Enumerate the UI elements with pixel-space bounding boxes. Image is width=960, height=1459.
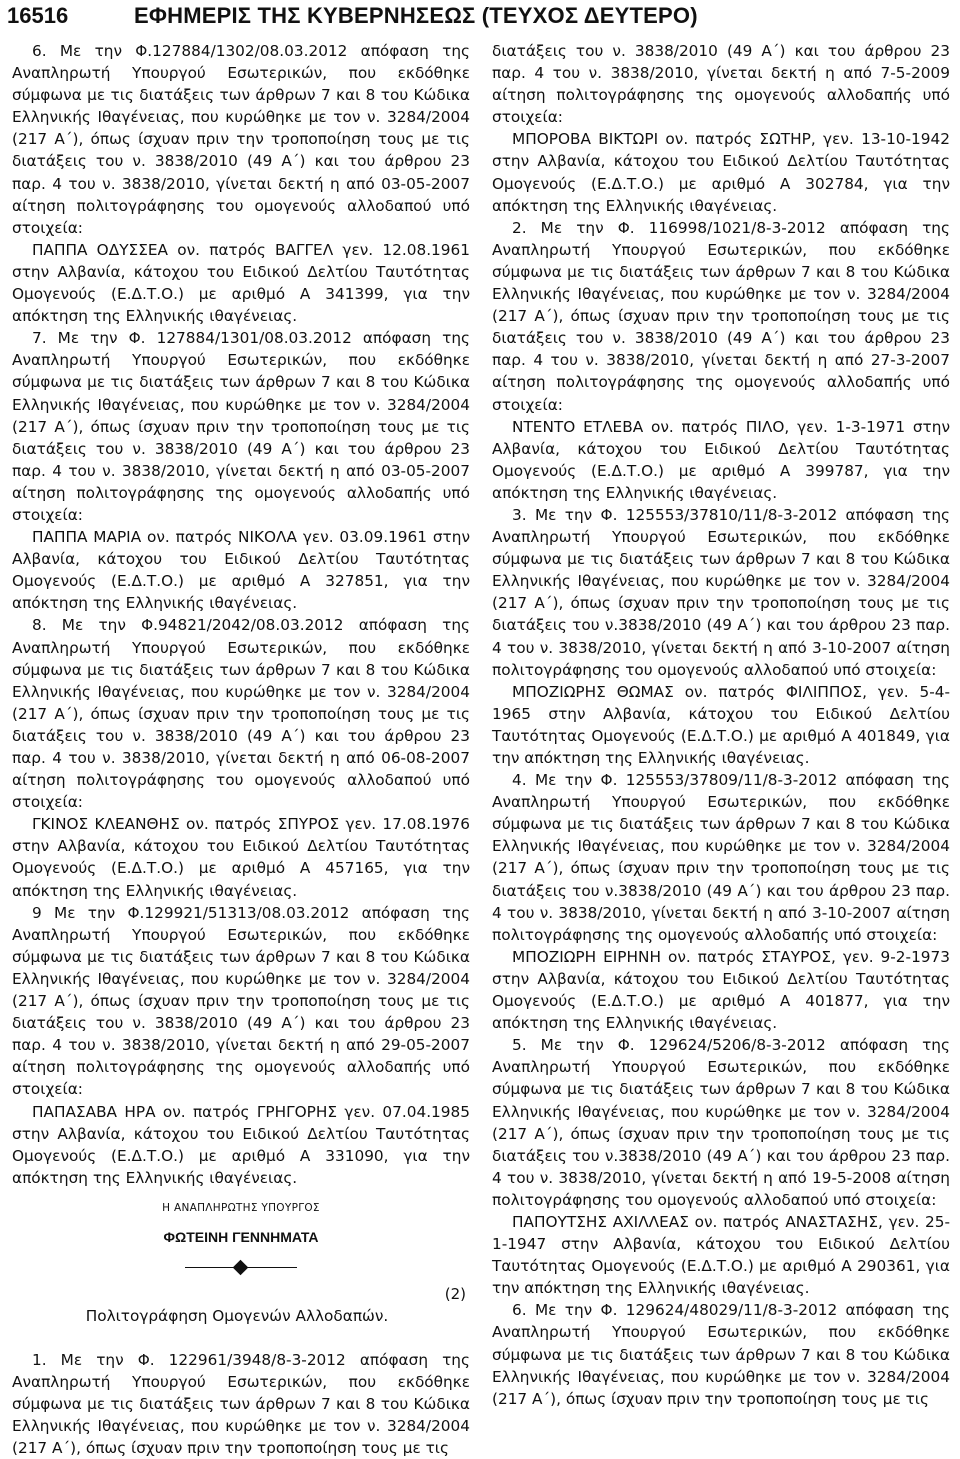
- person-entry: ΝΤΕΝΤΟ ΕΤΛΕΒΑ ον. πατρός ΠΙΛΟ, γεν. 1-3-1971 στην Αλβανία, κάτοχου του Ειδικού Δελτίου Ταυτότητας Ομογενούς (Ε.Δ.Τ.Ο.) με αριθμό Α 399787, για την απόκτηση της Ελληνικής ιθαγένειας.: [492, 417, 950, 502]
- decision-paragraph: 6. Με την Φ.127884/1302/08.03.2012 απόφαση της Αναπληρωτή Υπουργού Εσωτερικών, που εκδόθηκε σύμφωνα με τις διατάξεις των άρθρων 7 και 8 του Κώδικα Ελληνικής Ιθαγένειας, που κυρώθηκε με τον ν. 3284/2004 (217 Α΄), όπως ίσχυαν πριν την τροποποίηση τους με τις διατάξεις του ν. 3838/2010 (49 Α΄) και του άρθρου 23 παρ. 4 του ν. 3838/2010, γίνεται δεκτή η από 03-05-2007 αίτηση πολιτογράφησης του ομογενούς αλλοδαπού υπό στοιχεία:: [12, 42, 470, 237]
- decision-paragraph: 1. Με την Φ. 122961/3948/8-3-2012 απόφαση της Αναπληρωτή Υπουργού Εσωτερικών, που εκδόθηκε σύμφωνα με τις διατάξεις των άρθρων 7 και 8 του Κώδικα Ελληνικής Ιθαγένειας, που κυρώθηκε με τον ν. 3284/2004 (217 Α΄), όπως ίσχυαν πριν την τροποποίηση τους με τις: [12, 1350, 470, 1458]
- journal-title: ΕΦΗΜΕΡΙΣ ΤΗΣ ΚΥΒΕΡΝΗΣΕΩΣ (ΤΕΥΧΟΣ ΔΕΥΤΕΡΟ): [134, 3, 698, 28]
- decision-paragraph: 7. Με την Φ. 127884/1301/08.03.2012 απόφαση της Αναπληρωτή Υπουργού Εσωτερικών, που εκδόθηκε σύμφωνα με τις διατάξεις των άρθρων 7 και 8 του Κώδικα Ελληνικής Ιθαγένειας, που κυρώθηκε με τον ν. 3284/2004 (217 Α΄), όπως ίσχυαν πριν την τροποποίηση τους με τις διατάξεις του ν. 3838/2010 (49 Α΄) και του άρθρου 23 παρ. 4 του ν. 3838/2010, γίνεται δεκτή η από 03-05-2007 αίτηση πολιτογράφησης της ομογενούς αλλοδαπής υπό στοιχεία:: [12, 329, 470, 524]
- person-entry: ΜΠΟΡΟΒΑ ΒΙΚΤΩΡΙ ον. πατρός ΣΩΤΗΡ, γεν. 13-10-1942 στην Αλβανία, κάτοχου του Ειδικού Δελτίου Ταυτότητας Ομογενούς (Ε.Δ.Τ.Ο.) με αριθμό Α 302784, για την απόκτηση της Ελληνικής ιθαγένειας.: [492, 130, 950, 215]
- decision-paragraph: 8. Με την Φ.94821/2042/08.03.2012 απόφαση της Αναπληρωτή Υπουργού Εσωτερικών, που εκδόθηκε σύμφωνα με τις διατάξεις των άρθρων 7 και 8 του Κώδικα Ελληνικής Ιθαγένειας, που κυρώθηκε με τον ν. 3284/2004 (217 Α΄), όπως ίσχυαν πριν την τροποποίηση τους με τις διατάξεις του ν. 3838/2010 (49 Α΄) και του άρθρου 23 παρ. 4 του ν. 3838/2010, γίνεται δεκτή η από 06-08-2007 αίτηση πολιτογράφησης του ομογενούς αλλοδαπού υπό στοιχεία:: [12, 616, 470, 812]
- person-entry: ΠΑΠΠΑ ΟΔΥΣΣΕΑ ον. πατρός ΒΑΓΓΕΛ γεν. 12.08.1961 στην Αλβανία, κάτοχου του Ειδικού Δελτίου Ταυτότητας Ομογενούς (Ε.Δ.Τ.Ο.) με αριθμό Α 341399, για την απόκτηση της Ελληνικής ιθαγένειας.: [12, 240, 470, 326]
- decision-paragraph: 5. Με την Φ. 129624/5206/8-3-2012 απόφαση της Αναπληρωτή Υπουργού Εσωτερικών, που εκδόθηκε σύμφωνα με τις διατάξεις των άρθρων 7 και 8 του Κώδικα Ελληνικής Ιθαγένειας, που κυρώθηκε με τον ν. 3284/2004 (217 Α΄), όπως ίσχυαν πριν την τροποποίηση τους με τις διατάξεις του ν.3838/2010 (49 Α΄) και του άρθρου 23 παρ. 4 του ν. 3838/2010, γίνεται δεκτή η από 19-5-2008 αίτηση πολιτογράφησης του ομογενούς αλλοδαπού υπό στοιχεία:: [492, 1036, 950, 1209]
- decision-paragraph: 2. Με την Φ. 116998/1021/8-3-2012 απόφαση της Αναπληρωτή Υπουργού Εσωτερικών, που εκδόθηκε σύμφωνα με τις διατάξεις των άρθρων 7 και 8 του Κώδικα Ελληνικής Ιθαγένειας, που κυρώθηκε με τον ν. 3284/2004 (217 Α΄), όπως ίσχυαν πριν την τροποποίηση τους με τις διατάξεις του ν. 3838/2010 (49 Α΄) και του άρθρου 23 παρ. 4 του ν. 3838/2010, γίνεται δεκτή η από 27-3-2007 αίτηση πολιτογράφησης της ομογενούς αλλοδαπής υπό στοιχεία:: [492, 218, 950, 414]
- person-entry: ΠΑΠΠΑ ΜΑΡΙΑ ον. πατρός ΝΙΚΟΛΑ γεν. 03.09.1961 στην Αλβανία, κάτοχου του Ειδικού Δελτίου Ταυτότητας Ομογενούς (Ε.Δ.Τ.Ο.) με αριθμό Α 327851, για την απόκτηση της Ελληνικής ιθαγένειας.: [12, 528, 470, 613]
- person-entry: ΠΑΠΑΣΑΒΑ ΗΡΑ ον. πατρός ΓΡΗΓΟΡΗΣ γεν. 07.04.1985 στην Αλβανία, κάτοχου του Ειδικού Δελτίου Ταυτότητας Ομογενούς (Ε.Δ.Τ.Ο.) με αριθμό Α 331090, για την απόκτηση της Ελληνικής ιθαγένειας.: [12, 1102, 470, 1187]
- section-divider: [12, 1255, 470, 1281]
- person-entry: ΓΚΙΝΟΣ ΚΛΕΑΝΘΗΣ ον. πατρός ΣΠΥΡΟΣ γεν. 17.08.1976 στην Αλβανία, κάτοχου του Ειδικού Δελτίου Ταυτότητας Ομογενούς (Ε.Δ.Τ.Ο.) με αριθμό Α 457165, για την απόκτηση της Ελληνικής ιθαγένειας.: [12, 815, 470, 900]
- person-entry: ΜΠΟΖΙΩΡΗ ΕΙΡΗΝΗ ον. πατρός ΣΤΑΥΡΟΣ, γεν. 9-2-1973 στην Αλβανία, κάτοχου του Ειδικού Δελτίου Ταυτότητας Ομογενούς (Ε.Δ.Τ.Ο.) με αριθμό Α 401877, για την απόκτηση της Ελληνικής ιθαγένειας.: [492, 947, 950, 1033]
- diamond-ornament-icon: [233, 1260, 249, 1276]
- signature-name: ΦΩΤΕΙΝΗ ΓΕΝΝΗΜΑΤΑ: [163, 1228, 319, 1245]
- decision-paragraph: 9 Με την Φ.129921/51313/08.03.2012 απόφαση της Αναπληρωτή Υπουργού Εσωτερικών, που εκδόθηκε σύμφωνα με τις διατάξεις των άρθρων 7 και 8 του Κώδικα Ελληνικής Ιθαγένειας, που κυρώθηκε με τον ν. 3284/2004 (217 Α΄), όπως ίσχυαν πριν την τροποποίηση τους με τις διατάξεις του ν. 3838/2010 (49 Α΄) και του άρθρου 23 παρ. 4 του ν. 3838/2010, γίνεται δεκτή η από 29-05-2007 αίτηση πολιτογράφησης της ομογενούς αλλοδαπής υπό στοιχεία:: [12, 903, 470, 1099]
- decision-paragraph: 4. Με την Φ. 125553/37809/11/8-3-2012 απόφαση της Αναπληρωτή Υπουργού Εσωτερικών, που εκδόθηκε σύμφωνα με τις διατάξεις των άρθρων 7 και 8 του Κώδικα Ελληνικής Ιθαγένειας, που κυρώθηκε με τον ν. 3284/2004 (217 Α΄), όπως ίσχυαν πριν την τροποποίηση τους με τις διατάξεις του ν.3838/2010 (49 Α΄) και του άρθρου 23 παρ. 4 του ν. 3838/2010, γίνεται δεκτή η από 3-10-2007 αίτηση πολιτογράφησης της ομογενούς αλλοδαπής υπό στοιχεία:: [492, 771, 950, 944]
- signature-block: [12, 1199, 470, 1249]
- section-number: (2): [444, 1284, 466, 1303]
- section-heading: [12, 1283, 470, 1327]
- decision-paragraph: 6. Με την Φ. 129624/48029/11/8-3-2012 απόφαση της Αναπληρωτή Υπουργού Εσωτερικών, που εκδόθηκε σύμφωνα με τις διατάξεις των άρθρων 7 και 8 του Κώδικα Ελληνικής Ιθαγένειας, που κυρώθηκε με τον ν. 3284/2004 (217 Α΄), όπως ίσχυαν πριν την τροποποίηση τους με τις: [492, 1301, 950, 1408]
- section-title: Πολιτογράφηση Ομογενών Αλλοδαπών.: [85, 1306, 389, 1325]
- page-number: 16516: [7, 3, 69, 28]
- signature-title: Η ΑΝΑΠΛΗΡΩΤΗΣ ΥΠΟΥΡΓΟΣ: [162, 1201, 320, 1214]
- left-column: [12, 40, 470, 1458]
- decision-paragraph: 3. Με την Φ. 125553/37810/11/8-3-2012 απόφαση της Αναπληρωτή Υπουργού Εσωτερικών, που εκδόθηκε σύμφωνα με τις διατάξεις των άρθρων 7 και 8 του Κώδικα Ελληνικής Ιθαγένειας, που κυρώθηκε με τον ν. 3284/2004 (217 Α΄), όπως ίσχυαν πριν την τροποποίηση τους με τις διατάξεις του ν.3838/2010 (49 Α΄) και του άρθρου 23 παρ. 4 του ν. 3838/2010, γίνεται δεκτή η από 3-10-2007 αίτηση πολιτογράφησης του ομογενούς αλλοδαπού υπό στοιχεία:: [492, 505, 950, 679]
- page-header: [0, 0, 960, 36]
- person-entry: ΜΠΟΖΙΩΡΗΣ ΘΩΜΑΣ ον. πατρός ΦΙΛΙΠΠΟΣ, γεν. 5-4-1965 στην Αλβανία, κάτοχου του Ειδικού Δελτίου Ταυτότητας Ομογενούς (Ε.Δ.Τ.Ο.) με αριθμό Α 401849, για την απόκτηση της Ελληνικής ιθαγένειας.: [492, 682, 950, 767]
- right-column: [492, 40, 950, 1426]
- decision-paragraph-continued: διατάξεις του ν. 3838/2010 (49 Α΄) και του άρθρου 23 παρ. 4 του ν. 3838/2010, γίνεται δεκτή η από 7-5-2009 αίτηση πολιτογράφησης της ομογενούς αλλοδαπής υπό στοιχεία:: [492, 42, 950, 127]
- person-entry: ΠΑΠΟΥΤΣΗΣ ΑΧΙΛΛΕΑΣ ον. πατρός ΑΝΑΣΤΑΣΗΣ, γεν. 25-1-1947 στην Αλβανία, κάτοχου του Ειδικού Δελτίου Ταυτότητας Ομογενούς (Ε.Δ.Τ.Ο.) με αριθμό Α 290361, για την απόκτηση της Ελληνικής ιθαγένειας.: [492, 1212, 950, 1298]
